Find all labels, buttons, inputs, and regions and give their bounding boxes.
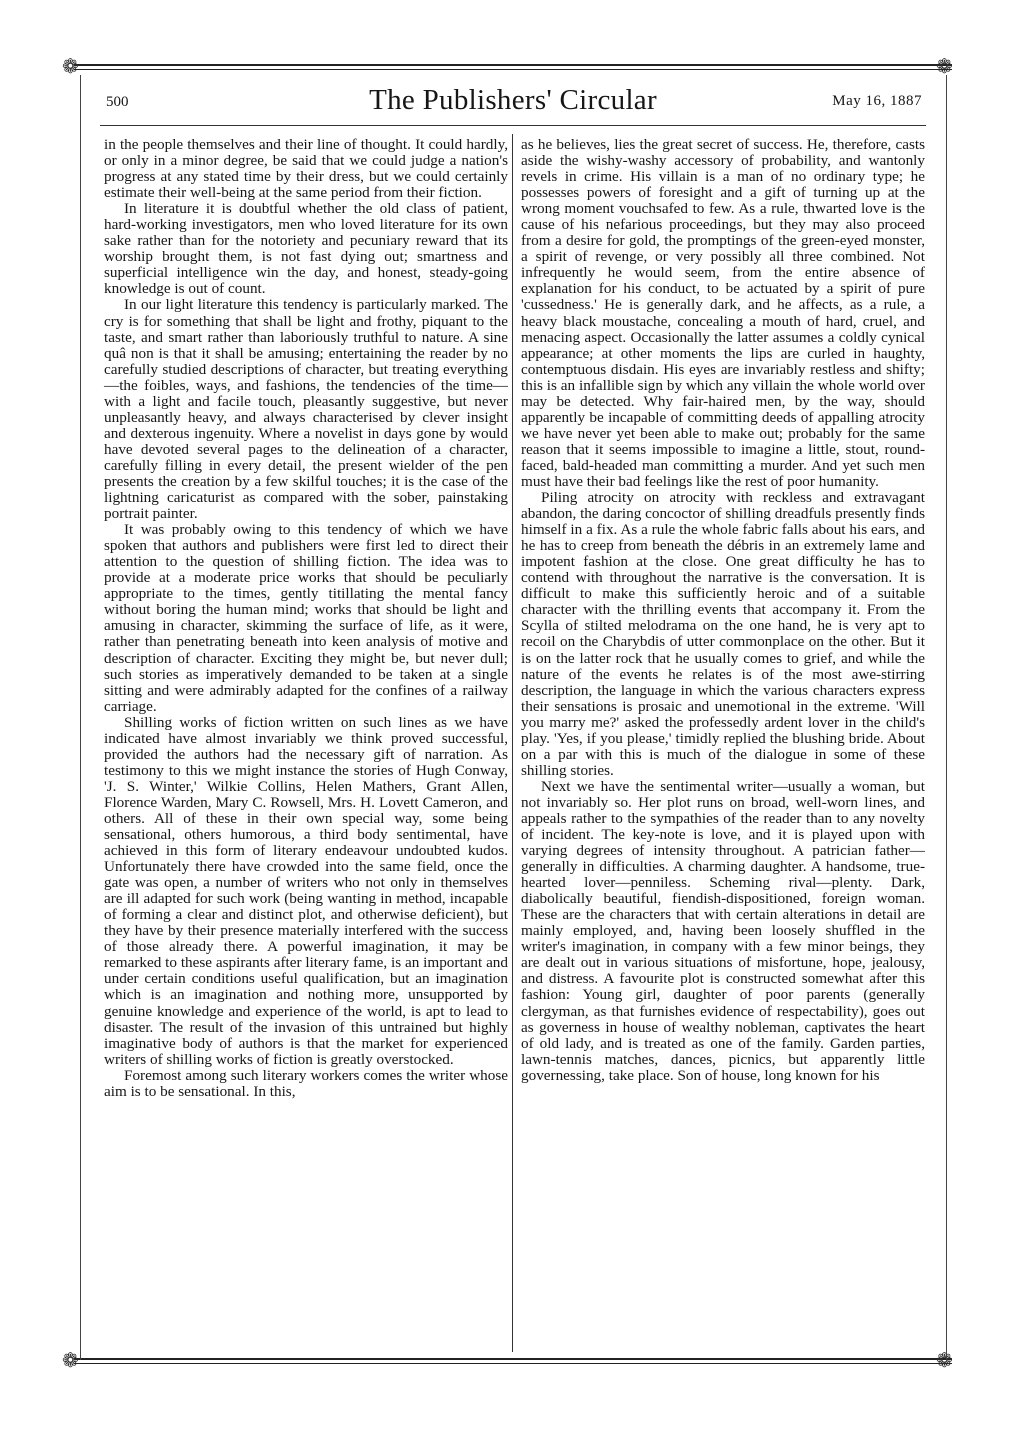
paragraph: Foremost among such literary workers comes the writer whose aim is to be sensational. In this,	[104, 1066, 508, 1100]
top-border-rule	[74, 64, 952, 66]
paragraph: in the people themselves and their line of thought. It could hardly, or only in a minor degree, be said that we could judge a nation's progress at any stated time by their dress, but we could certainly estimate their well-being at the same period from their fiction.	[104, 136, 508, 202]
corner-ornament-icon: ❁	[936, 54, 953, 78]
corner-ornament-icon: ❁	[62, 1348, 79, 1372]
right-column	[521, 137, 925, 1084]
running-header	[100, 84, 926, 122]
paragraph: Next we have the sentimental writer—usually a woman, but not invariably so. Her plot runs on broad, well-worn lines, and appeals rather to the sympathies of the reader than to any novelty of incident. The key-note is love, and it is played upon with varying degrees of intensity throughout. A patrician father—generally in difficulties. A charming daughter. A handsome, true-hearted lover—penniless. Scheming rival—plenty. Dark, diabolically beautiful, fiendish-dispositioned, foreign woman. These are the characters that with certain alterations in detail are mainly employed, and, having been loosely shuffled in the writer's imagination, in company with a few minor beings, they are dealt out in various situations of misfortune, hope, jealousy, and distress. A favourite plot is constructed somewhat after this fashion: Young girl, daughter of poor parents (generally clergyman, as that furnishes evidence of respectability), goes out as governess in house of wealthy nobleman, captivates the heart of old lady, and is treated as one of the family. Garden parties, lawn-tennis matches, dances, picnics, but apparently little governessing, take place. Son of house, long known for his	[521, 777, 925, 1084]
left-border-line	[80, 75, 81, 1360]
paragraph: Piling atrocity on atrocity with reckless and extravagant abandon, the daring concoctor of shilling dreadfuls presently finds himself in a fix. As a rule the whole fabric falls about his ears, and he has to creep from beneath the débris in an extremely lame and impotent fashion at the close. One great difficulty he has to contend with throughout the narrative is the conversation. It is difficult to make this sufficiently heroic and of a suitable character with the thrilling events that accompany it. From the Scylla of stilted melodrama on the one hand, he is very apt to recoil on the Charybdis of utter commonplace on the other. But it is on the latter rock that he usually comes to grief, and while the nature of the events he relates is of the most awe-stirring description, the language in which the various characters express their sensations is prosaic and unemotional in the extreme. 'Will you marry me?' asked the professedly ardent lover in the child's play. 'Yes, if you please,' timidly replied the blushing bride. About on a par with this is much of the dialogue in some of these shilling stories.	[521, 489, 925, 779]
paragraph: In literature it is doubtful whether the old class of patient, hard-working investigators, men who loved literature for its own sake rather than for the notoriety and pecuniary reward that its worship brought them, is not fast dying out; smartness and superficial intelligence win the day, and honest, steady-going knowledge is out of count.	[104, 200, 508, 298]
bottom-border-rule	[74, 1358, 952, 1360]
paragraph: In our light literature this tendency is particularly marked. The cry is for something that shall be light and frothy, piquant to the taste, and smart rather than laboriously truthful to nature. A sine quâ non is that it shall be amusing; entertaining the reader by no carefully studied descriptions of character, but treating everything—the foibles, ways, and fashions, the tendencies of the time—with a light and facile touch, pleasantly suggestive, but never unpleasantly heavy, and always characterised by clever insight and dexterous ingenuity. Where a novelist in days gone by would have devoted several pages to the delineation of a character, carefully filling in every detail, the present wielder of the pen presents the creation by a few skilful touches; it is the case of the lightning caricaturist as compared with the sober, painstaking portrait painter.	[104, 296, 508, 523]
corner-ornament-icon: ❁	[936, 1348, 953, 1372]
right-border-line	[946, 75, 947, 1360]
header-rule	[100, 125, 926, 126]
page-number: 500	[106, 94, 129, 110]
left-column	[104, 137, 508, 1100]
column-divider	[512, 134, 513, 1352]
page-title: The Publishers' Circular	[369, 84, 657, 116]
paragraph: It was probably owing to this tendency of which we have spoken that authors and publishers were first led to direct their attention to the question of shilling fiction. The idea was to provide at a moderate price works that should be peculiarly appropriate to the times, gently titillating the mental fancy without boring the human mind; works that should be light and amusing in character, skimming the surface of life, as it were, rather than penetrating beneath into keen analysis of motive and description of character. Exciting they might be, but never dull; such stories as imperatively demanded to be taken at a single sitting and were admirably adapted for the confines of a railway carriage.	[104, 521, 508, 715]
top-border-rule-inner	[74, 69, 952, 70]
paragraph: Shilling works of fiction written on such lines as we have indicated have almost invariably we think proved successful, provided the authors had the necessary gift of narration. As testimony to this we might instance the stories of Hugh Conway, 'J. S. Winter,' Wilkie Collins, Helen Mathers, Grant Allen, Florence Warden, Mary C. Rowsell, Mrs. H. Lovett Cameron, and others. All of these in their own special way, some being sensational, others humorous, a third body sentimental, have achieved in this form of literary endeavour undoubted kudos. Unfortunately there have crowded into the same field, once the gate was open, a number of writers who not only in themselves are ill adapted for such work (being wanting in method, incapable of forming a clear and distinct plot, and otherwise deficient), but they have by their presence materially interfered with the success of those already there. A powerful imagination, it may be remarked to these aspirants after literary fame, is an important and under certain conditions useful qualification, but an imagination which is an imagination and nothing more, unsupported by genuine knowledge and experience of the world, is apt to lead to disaster. The result of the invasion of this untrained but highly imaginative body of authors is that the market for experienced writers of shilling works of fiction is greatly overstocked.	[104, 713, 508, 1068]
corner-ornament-icon: ❁	[62, 54, 79, 78]
paragraph: as he believes, lies the great secret of success. He, therefore, casts aside the wishy-washy accessory of probability, and wantonly revels in crime. His villain is a man of no ordinary type; he possesses powers of foresight and a gift of turning up at the wrong moment vouchsafed to few. As a rule, thwarted love is the cause of his nefarious proceedings, but they may also proceed from a desire for gold, the promptings of the green-eyed monster, a spirit of revenge, or very possibly all three combined. Not infrequently he would seem, from the entire absence of explanation for his conduct, to be actuated by a spirit of pure 'cussedness.' He is generally dark, and he affects, as a rule, a heavy black moustache, concealing a mouth of hard, cruel, and menacing aspect. Occasionally the latter assumes a coldly cynical appearance; at other moments the lips are curled in haughty, contemptuous disdain. His eyes are invariably restless and shifty; this is an infallible sign by which any villain the whole world over may be detected. Why fair-haired men, by the way, should apparently be incapable of committing deeds of appalling atrocity we have never yet been able to make out; probably for the same reason that it seems impossible to imagine a little, stout, round-faced, bald-headed man committing a murder. And yet such men must have their bad feelings like the rest of poor humanity.	[521, 136, 925, 490]
issue-date: May 16, 1887	[832, 93, 922, 109]
bottom-border-rule-inner	[74, 1363, 952, 1364]
